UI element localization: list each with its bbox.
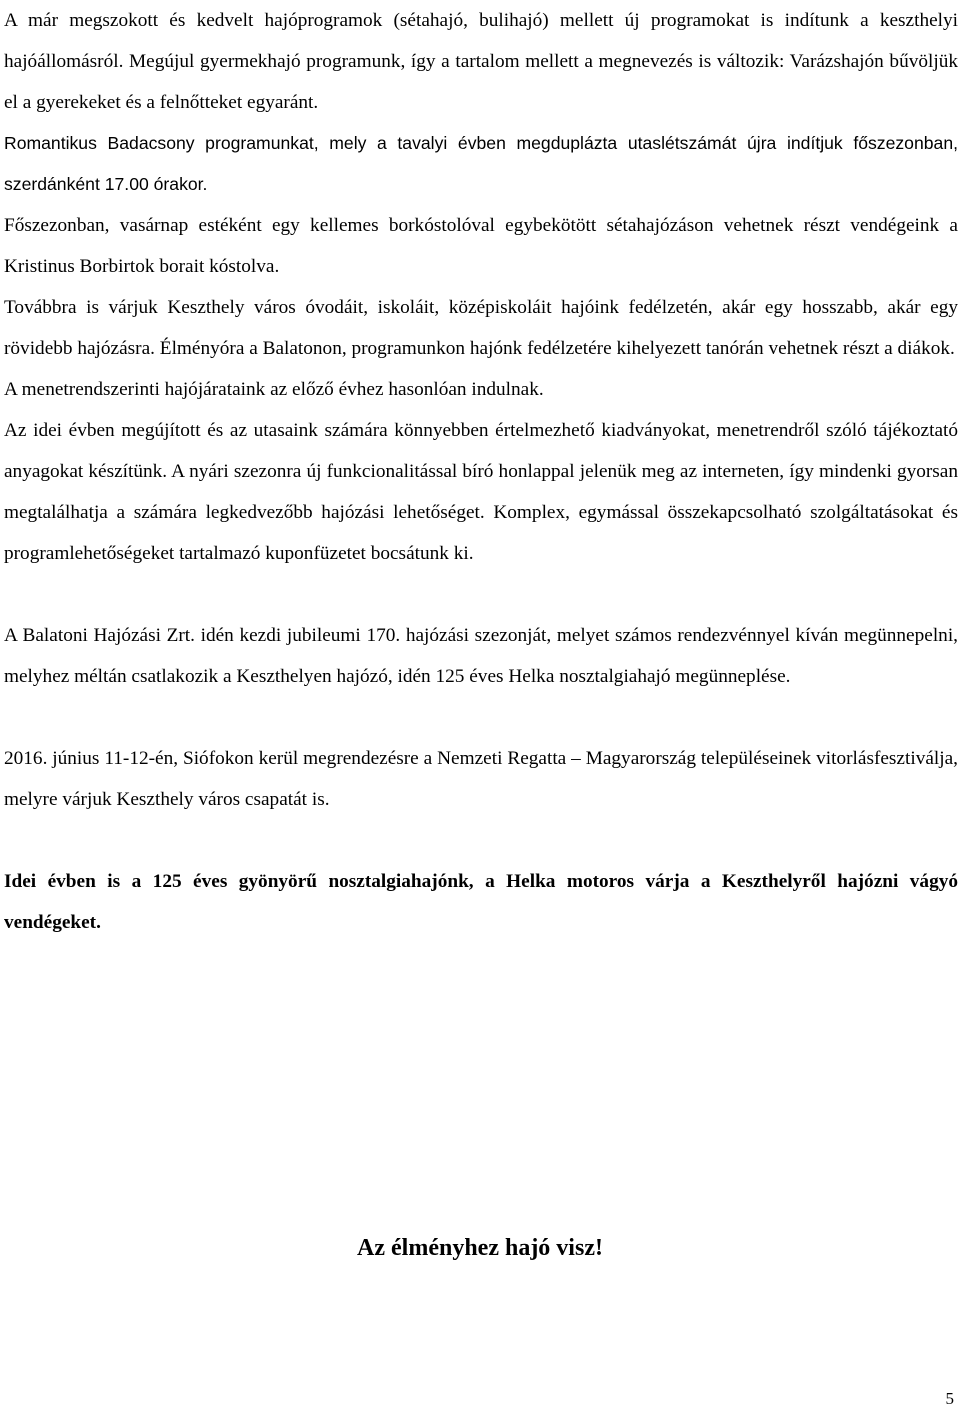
document-body [4, 0, 958, 943]
slogan: Az élményhez hajó visz! [357, 1235, 603, 1261]
paragraph-wine-tasting: Főszezonban, vasárnap estéként egy kellemes borkóstolóval egybekötött sétahajózáson vehetnek részt vendégeink a Kristinus Borbirtok borait kóstolva. [4, 215, 958, 277]
paragraph-school-trips: Továbbra is várjuk Keszthely város óvodáit, iskoláit, középiskoláit hajóink fedélzetén, akár egy hosszabb, akár egy rövidebb hajózásra. Élményóra a Balatonon, programunkon hajónk fedélzetére kihelyezett tanórán vehetnek részt a diákok. [4, 297, 958, 359]
paragraph-publications: Az idei évben megújított és az utasaink számára könnyebben értelmezhető kiadványokat, menetrendről szóló tájékoztató anyagokat készítünk. A nyári szezonra új funkcionalitással bíró honlappal jelenük meg az interneten, így mindenki gyorsan megtalálhatja a számára legkedvezőbb hajózási lehetőséget. Komplex, egymással összekapcsolható szolgáltatásokat és programlehetőségeket tartalmazó kuponfüzetet bocsátunk ki. [4, 420, 958, 564]
paragraph-jubilee: A Balatoni Hajózási Zrt. idén kezdi jubileumi 170. hajózási szezonját, melyet számos rendezvénnyel kíván megünnepelni, melyhez méltán csatlakozik a Keszthelyen hajózó, idén 125 éves Helka nosztalgiahajó megünneplése. [4, 625, 958, 687]
paragraph-regatta: 2016. június 11-12-én, Siófokon kerül megrendezésre a Nemzeti Regatta – Magyarország településeinek vitorlásfesztiválja, melyre várjuk Keszthely város csapatát is. [4, 748, 958, 810]
paragraph-new-programs: A már megszokott és kedvelt hajóprogramok (sétahajó, bulihajó) mellett új programokat is indítunk a keszthelyi hajóállomásról. Megújul gyermekhajó programunk, így a tartalom mellett a megnevezés is változik: Varázshajón bűvöljük el a gyerekeket és a felnőtteket egyaránt. [4, 10, 958, 113]
paragraph-helka-invitation: Idei évben is a 125 éves gyönyörű nosztalgiahajónk, a Helka motoros várja a Keszthelyről hajózni vágyó vendégeket. [4, 871, 958, 933]
paragraph-scheduled-services: A menetrendszerinti hajójárataink az előző évhez hasonlóan indulnak. [4, 379, 544, 400]
page-number: 5 [945, 1389, 954, 1408]
paragraph-badacsony-program: Romantikus Badacsony programunkat, mely a tavalyi évben megduplázta utaslétszámát újra indítjuk főszezonban, szerdánként 17.00 órakor. [4, 133, 958, 194]
